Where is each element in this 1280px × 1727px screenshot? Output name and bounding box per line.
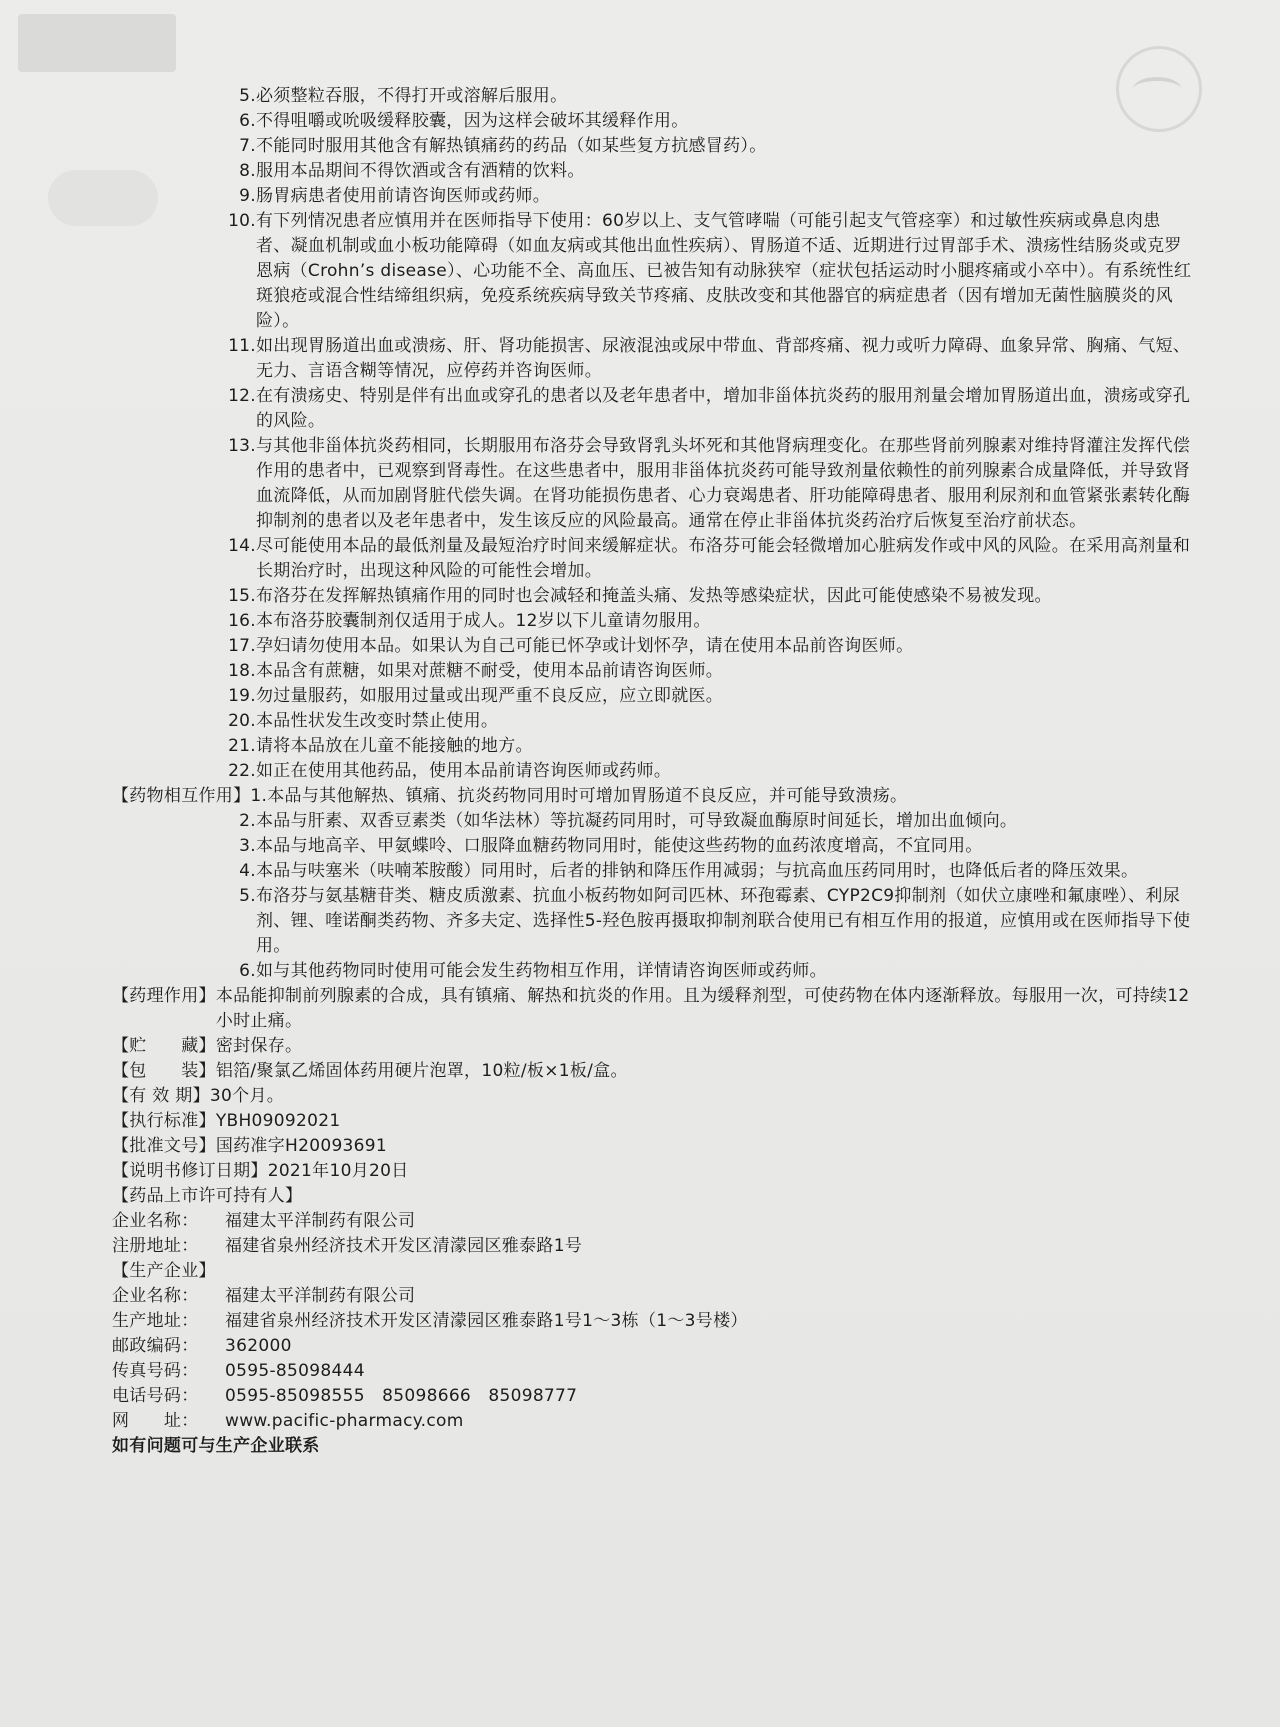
leaflet-text [112,84,1192,1459]
item-number: 16. [228,611,256,631]
list-item [112,334,1192,384]
interaction-number: 5. [239,886,256,906]
item-number: 18. [228,661,256,681]
item-number: 6. [239,111,256,131]
item-number: 22. [228,761,256,781]
list-item [112,584,1192,609]
item-text: 布洛芬在发挥解热镇痛作用的同时也会减轻和掩盖头痛、发热等感染症状，因此可能使感染不易被发现。 [256,586,1052,606]
item-number: 13. [228,436,256,456]
field-row [112,1159,1192,1184]
list-item [112,84,1192,109]
list-item [112,159,1192,184]
field-row [112,1059,1192,1084]
corner-stamp [18,14,176,72]
field-row [112,1084,1192,1109]
field-value: 30个月。 [209,1086,285,1106]
list-item [112,609,1192,634]
info-row [112,1409,1192,1434]
item-text: 尽可能使用本品的最低剂量及最短治疗时间来缓解症状。布洛芬可能会轻微增加心脏病发作或中风的风险。在采用高剂量和长期治疗时，出现这种风险的可能性会增加。 [256,536,1191,581]
item-text: 服用本品期间不得饮酒或含有酒精的饮料。 [256,161,585,181]
item-number: 21. [228,736,256,756]
interaction-number: 6. [239,961,256,981]
info-value: 362000 [225,1336,292,1356]
item-text: 不得咀嚼或吮吸缓释胶囊，因为这样会破坏其缓释作用。 [256,111,689,131]
item-number: 11. [228,336,256,356]
item-number: 10. [228,211,256,231]
interactions-section [112,784,1192,809]
item-text: 本布洛芬胶囊制剂仅适用于成人。12岁以下儿童请勿服用。 [256,611,711,631]
list-item [112,384,1192,434]
item-text: 必须整粒吞服，不得打开或溶解后服用。 [256,86,568,106]
item-text: 如出现胃肠道出血或溃疡、肝、肾功能损害、尿液混浊或尿中带血、背部疼痛、视力或听力障碍、血象异常、胸痛、气短、无力、言语含糊等情况，应停药并咨询医师。 [256,336,1191,381]
list-item [112,534,1192,584]
item-text: 本品性状发生改变时禁止使用。 [256,711,499,731]
info-row [112,1334,1192,1359]
interaction-text: 本品与地高辛、甲氨蝶呤、口服降血糖药物同用时，能使这些药物的血药浓度增高，不宜同用。 [256,836,983,856]
info-value: www.pacific-pharmacy.com [225,1411,464,1431]
field-label: 【批准文号】 [112,1136,216,1156]
list-item [112,209,1192,334]
list-item [112,759,1192,784]
field-value: 国药准字H20093691 [215,1136,388,1156]
contact-note: 如有问题可与生产企业联系 [112,1436,320,1456]
list-item [112,659,1192,684]
field-value: 铝箔/聚氯乙烯固体药用硬片泡罩，10粒/板×1板/盒。 [215,1061,628,1081]
interaction-item [112,959,1192,984]
info-value: 0595-85098444 [225,1361,365,1381]
interaction-text: 如与其他药物同时使用可能会发生药物相互作用，详情请咨询医师或药师。 [256,961,827,981]
field-row [112,1109,1192,1134]
interaction-item [112,859,1192,884]
field-label: 【执行标准】 [112,1111,216,1131]
product-fields [112,1034,1192,1184]
info-row [112,1309,1192,1334]
item-text: 有下列情况患者应慎用并在医师指导下使用：60岁以上、支气管哮喘（可能引起支气管痉挛）和过敏性疾病或鼻息肉患者、凝血机制或血小板功能障碍（如血友病或其他出血性疾病）、胃肠道不适、近期进行过胃部手术、溃疡性结肠炎或克罗恩病（Crohn’s disease）、心功能不全、高血压、已被告知有动脉狭窄（症状包括运动时小腿疼痛或小卒中）。有系统性红斑狼疮或混合性结缔组织病，免疫系统疾病导致关节疼痛、皮肤改变和其他器官的病症患者（因有增加无菌性脑膜炎的风险）。 [256,211,1192,331]
info-label: 传真号码： [112,1361,199,1381]
list-item [112,684,1192,709]
interaction-text: 本品与呋塞米（呋喃苯胺酸）同用时，后者的排钠和降压作用减弱；与抗高血压药同用时，也降低后者的降压效果。 [256,861,1139,881]
interactions-list [112,809,1192,984]
field-row [112,1034,1192,1059]
item-number: 9. [239,186,256,206]
interaction-item [112,884,1192,959]
info-label: 企业名称： [112,1211,199,1231]
info-row [112,1234,1192,1259]
info-value: 0595-85098555 85098666 85098777 [225,1386,578,1406]
info-row [112,1359,1192,1384]
precautions-list [112,84,1192,784]
info-label: 企业名称： [112,1286,199,1306]
manufacturer-info [112,1284,1192,1434]
interaction-item [112,809,1192,834]
interaction-text: 本品与其他解热、镇痛、抗炎药物同用时可增加胃肠道不良反应，并可能导致溃疡。 [267,786,908,806]
interaction-text: 本品与肝素、双香豆素类（如华法林）等抗凝药同用时，可导致凝血酶原时间延长，增加出血倾向。 [256,811,1018,831]
list-item [112,709,1192,734]
info-value: 福建太平洋制药有限公司 [225,1286,416,1306]
list-item [112,634,1192,659]
list-item [112,184,1192,209]
item-number: 7. [239,136,256,156]
interaction-number: 1. [250,786,268,806]
pharmacology-text: 本品能抑制前列腺素的合成，具有镇痛、解热和抗炎的作用。且为缓释剂型，可使药物在体内逐渐释放。每服用一次，可持续12小时止痛。 [215,986,1190,1031]
item-text: 不能同时服用其他含有解热镇痛药的药品（如某些复方抗感冒药）。 [256,136,767,156]
interaction-item [112,834,1192,859]
item-number: 20. [228,711,256,731]
field-label: 【有 效 期】 [112,1086,210,1106]
item-number: 15. [228,586,256,606]
item-number: 19. [228,686,256,706]
item-number: 17. [228,636,256,656]
mah-info [112,1209,1192,1259]
list-item [112,134,1192,159]
item-text: 在有溃疡史、特别是伴有出血或穿孔的患者以及老年患者中，增加非甾体抗炎药的服用剂量会增加胃肠道出血，溃疡或穿孔的风险。 [256,386,1191,431]
info-label: 注册地址： [112,1236,199,1256]
info-value: 福建省泉州经济技术开发区清濛园区雅泰路1号1～3栋（1～3号楼） [225,1311,748,1331]
interaction-text: 布洛芬与氨基糖苷类、糖皮质激素、抗血小板药物如阿司匹林、环孢霉素、CYP2C9抑制剂（如伏立康唑和氟康唑）、利尿剂、锂、喹诺酮类药物、齐多夫定、选择性5-羟色胺再摄取抑制剂联合使用已有相互作用的报道，应慎用或在医师指导下使用。 [256,886,1191,956]
field-label: 【贮 藏】 [112,1036,216,1056]
interaction-number: 3. [239,836,256,856]
pharmacology-section [112,984,1192,1034]
item-text: 勿过量服药，如服用过量或出现严重不良反应，应立即就医。 [256,686,724,706]
item-text: 肠胃病患者使用前请咨询医师或药师。 [256,186,551,206]
item-number: 12. [228,386,256,406]
item-text: 请将本品放在儿童不能接触的地方。 [256,736,533,756]
field-value: 2021年10月20日 [267,1161,409,1181]
info-value: 福建太平洋制药有限公司 [225,1211,416,1231]
list-item [112,434,1192,534]
info-label: 邮政编码： [112,1336,199,1356]
interactions-heading: 【药物相互作用】 [112,786,251,806]
interaction-number: 4. [239,861,256,881]
manufacturer-heading: 【生产企业】 [112,1261,216,1281]
item-number: 14. [228,536,256,556]
info-label: 电话号码： [112,1386,199,1406]
item-text: 与其他非甾体抗炎药相同，长期服用布洛芬会导致肾乳头坏死和其他肾病理变化。在那些肾前列腺素对维持肾灌注发挥代偿作用的患者中，已观察到肾毒性。在这些患者中，服用非甾体抗炎药可能导致剂量依赖性的前列腺素合成量降低，并导致肾血流降低，从而加剧肾脏代偿失调。在肾功能损伤患者、心力衰竭患者、肝功能障碍患者、服用利尿剂和血管紧张素转化酶抑制剂的患者以及老年患者中，发生该反应的风险最高。通常在停止非甾体抗炎药治疗后恢复至治疗前状态。 [256,436,1191,531]
info-label: 生产地址： [112,1311,199,1331]
mah-heading: 【药品上市许可持有人】 [112,1186,303,1206]
field-label: 【说明书修订日期】 [112,1161,268,1181]
pharmacology-heading: 【药理作用】 [112,986,216,1006]
field-label: 【包 装】 [112,1061,216,1081]
list-item [112,734,1192,759]
info-label: 网 址： [112,1411,199,1431]
item-text: 孕妇请勿使用本品。如果认为自己可能已怀孕或计划怀孕，请在使用本品前咨询医师。 [256,636,914,656]
field-row [112,1134,1192,1159]
field-value: 密封保存。 [215,1036,303,1056]
item-number: 8. [239,161,256,181]
info-row [112,1384,1192,1409]
field-value: YBH09092021 [215,1111,341,1131]
item-number: 5. [239,86,256,106]
list-item [112,109,1192,134]
item-text: 本品含有蔗糖，如果对蔗糖不耐受，使用本品前请咨询医师。 [256,661,724,681]
info-row [112,1209,1192,1234]
info-row [112,1284,1192,1309]
interaction-number: 2. [239,811,256,831]
item-text: 如正在使用其他药品，使用本品前请咨询医师或药师。 [256,761,672,781]
info-value: 福建省泉州经济技术开发区清濛园区雅泰路1号 [225,1236,583,1256]
